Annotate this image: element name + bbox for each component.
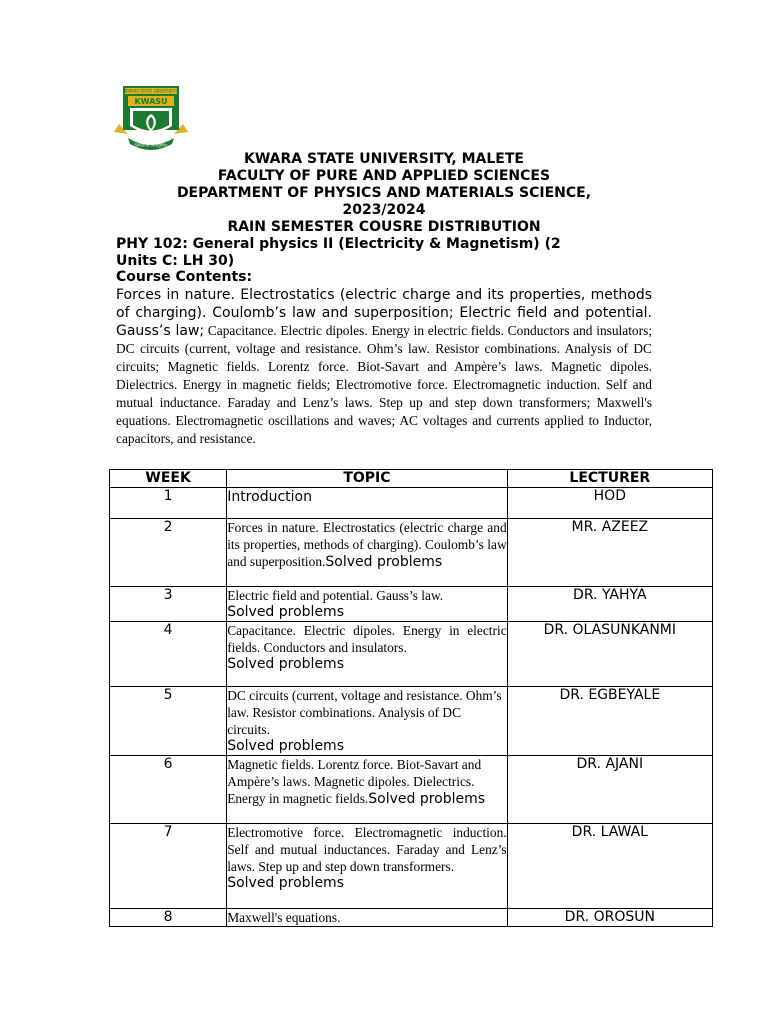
course-title <box>116 236 652 269</box>
lecturer-header: LECTURER <box>507 470 712 488</box>
topic-header: TOPIC <box>227 470 507 488</box>
contents-heading: Course Contents: <box>116 269 253 285</box>
table-row <box>110 756 713 824</box>
topic-text: Forces in nature. Electrostatics (electric charge and its properties, methods of charging). Coulomb’s law and superposition. <box>227 520 507 569</box>
solved-problems-text: Solved problems <box>227 875 344 891</box>
week-cell: 8 <box>110 909 227 927</box>
topic-text: Maxwell's equations. <box>227 910 341 925</box>
lecturer-cell: DR. OROSUN <box>507 909 712 927</box>
session: 2023/2024 <box>342 202 426 218</box>
lecturer-cell: MR. AZEEZ <box>507 519 712 587</box>
table-row <box>110 519 713 587</box>
topic-cell <box>227 687 507 756</box>
table-row <box>110 909 713 927</box>
lecturer-cell: DR. AJANI <box>507 756 712 824</box>
week-cell: 5 <box>110 687 227 756</box>
table-row <box>110 687 713 756</box>
topic-text: Electric field and potential. Gauss’s law. <box>227 588 444 603</box>
solved-problems-text: Solved problems <box>227 656 344 672</box>
topic-cell <box>227 587 507 622</box>
topic-cell <box>227 519 507 587</box>
faculty-name: FACULTY OF PURE AND APPLIED SCIENCES <box>217 168 551 184</box>
week-header: WEEK <box>110 470 227 488</box>
lecturer-cell: DR. YAHYA <box>507 587 712 622</box>
topic-cell <box>227 824 507 909</box>
logo-name: KWASU <box>134 97 168 106</box>
week-cell: 6 <box>110 756 227 824</box>
course-contents <box>116 286 652 448</box>
week-cell: 2 <box>110 519 227 587</box>
kwasu-logo <box>114 86 188 154</box>
solved-problems-text: Solved problems <box>227 604 344 620</box>
topic-cell <box>227 488 507 519</box>
lecturer-cell: DR. OLASUNKANMI <box>507 622 712 687</box>
logo-top-text: KWARA STATE UNIVERSITY <box>124 88 178 94</box>
course-contents-part2: Capacitance. Electric dipoles. Energy in electric fields. Conductors and insulators; DC circuits (current, voltage and resistance. Ohm’s law. Resistor combinations. Analysis of DC circuits; Magnetic fields. Lorentz force. Biot-Savart and Ampère’s laws. Magnetic dipoles. Dielectrics. Energy in magnetic fields; Electromotive force. Electromagnetic induction. Self and mutual inductance. Faraday and Lenz’s laws. Step up and step down transformers; Maxwell's equations. Electromagnetic oscillations and waves; AC voltages and currents applied to Inductor, capacitors, and resistance. <box>116 323 653 446</box>
semester-title: RAIN SEMESTER COUSRE DISTRIBUTION <box>227 219 541 235</box>
course-distribution-table <box>109 469 713 927</box>
topic-text: Magnetic fields. Lorentz force. Biot-Savart and Ampère’s laws. Magnetic dipoles. Dielectrics. Energy in magnetic fields. <box>227 757 482 806</box>
week-cell: 3 <box>110 587 227 622</box>
topic-cell <box>227 909 507 927</box>
week-cell: 4 <box>110 622 227 687</box>
table-row <box>110 824 713 909</box>
topic-text: DC circuits (current, voltage and resistance. Ohm’s law. Resistor combinations. Analysis of DC circuits. <box>227 688 502 737</box>
course-title-line2: Units C: LH 30) <box>116 252 235 269</box>
department-name: DEPARTMENT OF PHYSICS AND MATERIALS SCIENCE, <box>176 185 592 201</box>
topic-cell <box>227 622 507 687</box>
solved-problems-text: Solved problems <box>227 738 344 754</box>
table-row <box>110 587 713 622</box>
course-contents-part1: Forces in nature. Electrostatics (electric charge and its properties, methods of charging). Coulomb’s law and superposition; Electric field and potential. Gauss’s law; <box>116 287 652 339</box>
topic-text: Electromotive force. Electromagnetic induction. Self and mutual inductances. Faraday and Lenz’s laws. Step up and step down transformers. <box>227 825 507 874</box>
topic-text: Introduction <box>227 489 312 505</box>
lecturer-cell: DR. LAWAL <box>507 824 712 909</box>
table-header-row <box>110 470 713 488</box>
solved-problems-text: Solved problems <box>368 791 486 807</box>
week-cell: 1 <box>110 488 227 519</box>
table-row <box>110 622 713 687</box>
document-header <box>110 151 658 236</box>
lecturer-cell: DR. EGBEYALE <box>507 687 712 756</box>
topic-cell <box>227 756 507 824</box>
solved-problems-text: Solved problems <box>325 554 443 570</box>
topic-text: Capacitance. Electric dipoles. Energy in electric fields. Conductors and insulators. <box>227 623 507 655</box>
week-cell: 7 <box>110 824 227 909</box>
logo-motto: Skills & Integrity <box>134 142 168 148</box>
table-row <box>110 488 713 519</box>
university-name: KWARA STATE UNIVERSITY, MALETE <box>244 151 524 167</box>
lecturer-cell: HOD <box>507 488 712 519</box>
course-title-line1: PHY 102: General physics II (Electricity & Magnetism) (2 <box>116 236 561 252</box>
